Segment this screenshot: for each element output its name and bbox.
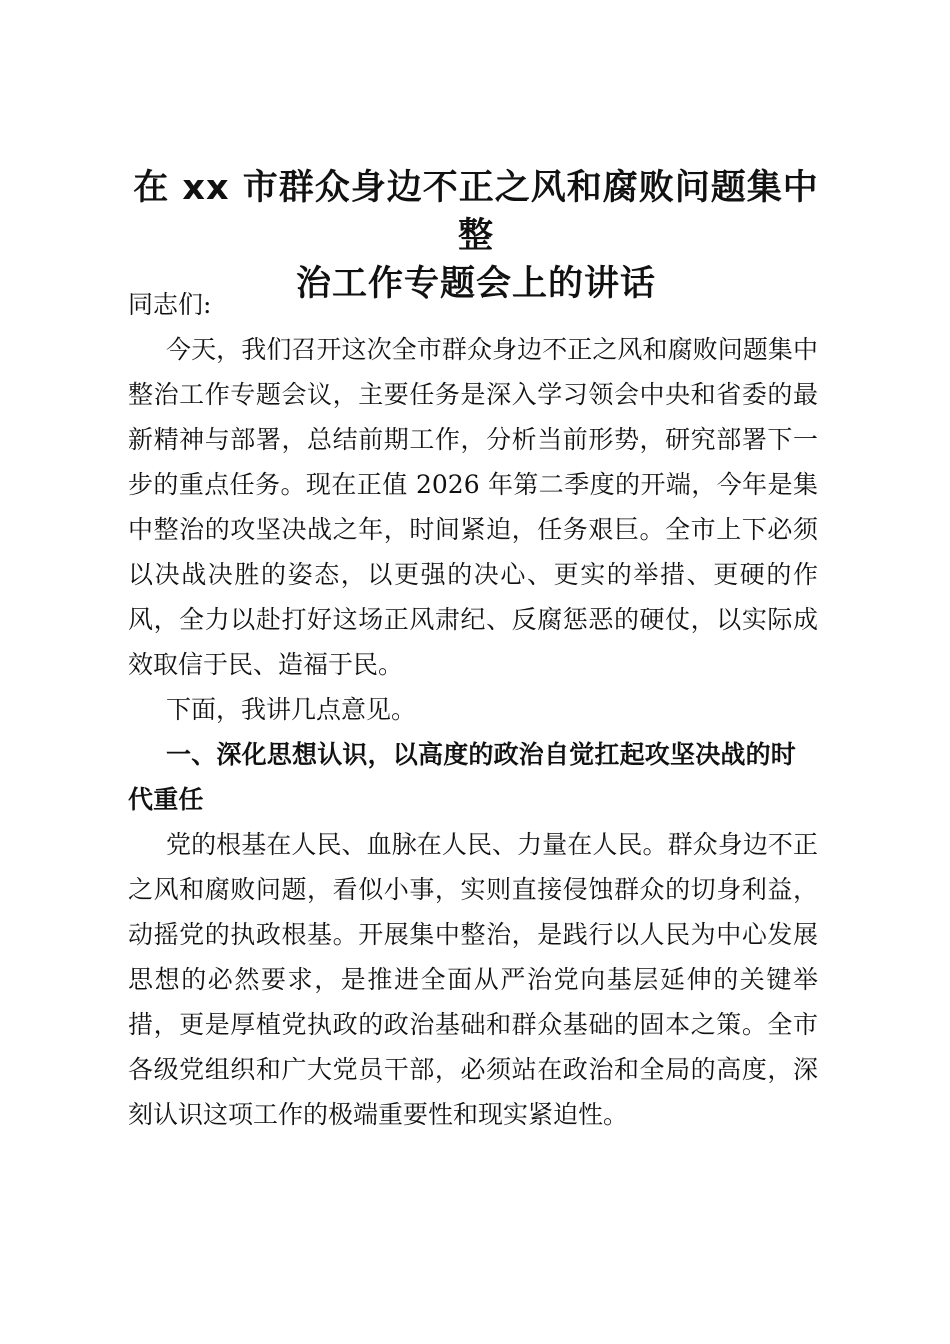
- title-line-1: 在 xx 市群众身边不正之风和腐败问题集中整: [133, 168, 819, 256]
- title-line-2: 治工作专题会上的讲话: [295, 264, 656, 304]
- paragraph-intro: 今天，我们召开这次全市群众身边不正之风和腐败问题集中整治工作专题会议，主要任务是深入学习领会中央和省委的最新精神与部署，总结前期工作，分析当前形势，研究部署下一步的重点任务。现在正值 2026 年第二季度的开端，今年是集中整治的攻坚决战之年，时间紧迫，任务艰巨。全市上下必须以决战决胜的姿态，以更强的决心、更实的举措、更硬的作风，全力以赴打好这场正风肃纪、反腐惩恶的硬仗，以实际成效取信于民、造福于民。: [128, 335, 818, 679]
- paragraph-section-1: 党的根基在人民、血脉在人民、力量在人民。群众身边不正之风和腐败问题，看似小事，实则直接侵蚀群众的切身利益，动摇党的执政根基。开展集中整治，是践行以人民为中心发展思想的必然要求，是推进全面从严治党向基层延伸的关键举措，更是厚植党执政的政治基础和群众基础的固本之策。全市各级党组织和广大党员干部，必须站在政治和全局的高度，深刻认识这项工作的极端重要性和现实紧迫性。: [128, 830, 818, 1129]
- greeting: 同志们:: [128, 290, 212, 319]
- document-body: [128, 282, 818, 1137]
- paragraph-transition: 下面，我讲几点意见。: [166, 695, 417, 724]
- section-heading-1: 一、深化思想认识，以高度的政治自觉扛起攻坚决战的时代重任: [128, 740, 797, 814]
